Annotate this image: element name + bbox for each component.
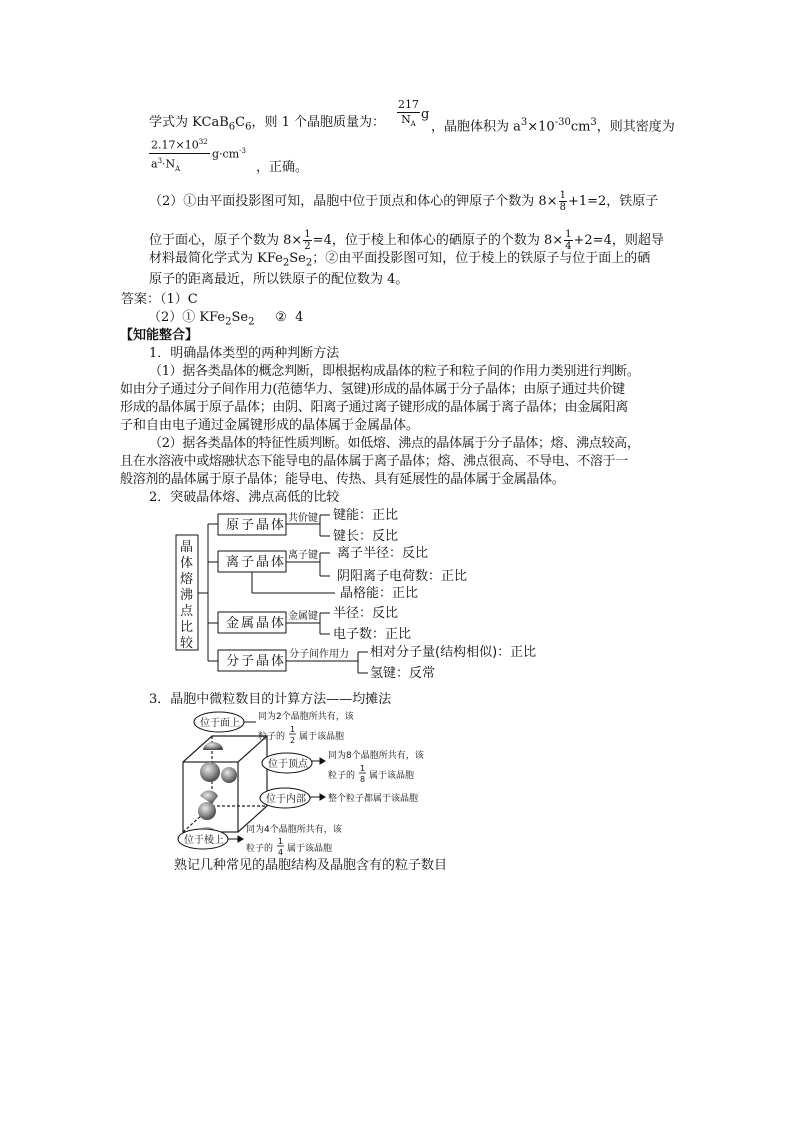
root-char: 点 [180,604,194,619]
vertex-label: 位于顶点 [268,759,308,770]
edge-particle [200,790,218,804]
root-char: 比 [180,620,194,635]
s1-p2-line1: （2）据各类晶体的特征性质判断。如低熔、沸点的晶体属于分子晶体；熔、沸点较高， [149,436,640,451]
s1-heading: 1．明确晶体类型的两种判断方法 [149,346,340,361]
face-desc-2a: 粒子的 [258,732,286,742]
face-label: 位于面上 [200,718,240,729]
s2-heading: 2．突破晶体熔、沸点高低的比较 [149,490,340,505]
vertex-desc-2a: 粒子的 [328,771,356,781]
density-unit: $g\cdot cm^{-3}$ [212,147,246,161]
answer-line-1: 答案：（1）C [121,292,198,307]
inner-particle-2 [198,802,216,820]
explanation-line-1: （2）①由平面投影图可知，晶胞中位于顶点和体心的钾原子个数为 8× $\frac{1}{8}$ +1=2，铁原子 [149,190,659,213]
vertex-frac-d: 8 [360,775,366,784]
edge-label: 位于棱上 [184,835,224,846]
root-char: 晶 [180,540,194,555]
inner-label: 位于内部 [266,794,306,805]
conn-metallic: 金属键 [288,611,318,622]
root-char: 沸 [180,588,194,603]
box-molecular-label: 分子晶体 [226,654,287,669]
s1-p1-line1: （1）据各类晶体的概念判断，即根据构成晶体的粒子和粒子间的作用力类别进行判断。 [149,364,640,379]
vertex-particle [221,767,237,783]
root-char: 较 [180,636,194,651]
answer-line-2: （2）① $KFe_2Se_2$ ② 4 [148,310,304,328]
unit-cell-diagram [0,708,794,858]
density-fraction: $2.17\times 10^{32}$ $a^3\cdot N_A$ [149,135,210,177]
cube [183,736,267,832]
leaf-ion-charge: 阴阳离子电荷数：正比 [337,569,468,584]
vertex-frac-n: 1 [360,764,366,773]
leaf-bond-energy: 键能：正比 [333,508,399,523]
face-particle [203,742,223,750]
conn-ionic: 离子键 [288,550,318,561]
vertex-desc-2b: 属于该晶胞 [369,771,415,781]
leaf-electron-count: 电子数：正比 [333,627,412,642]
face-desc-1: 同为2个晶胞所共有，该 [258,712,354,722]
density-line-1b: g [421,107,430,122]
explanation-line-4: 原子的距离最近，所以铁原子的配位数为 4。 [149,272,409,287]
edge-frac-n: 1 [278,837,284,846]
density-line-1c: ，晶胞体积为 $a^3\times 10^{-30}cm^3$，则其密度为 [431,117,675,135]
melting-point-tree-diagram [0,505,794,695]
edge-frac-d: 4 [278,848,284,857]
s1-p1-line2: 如由分子通过分子间作用力(范德华力、氢键)形成的晶体属于分子晶体；由原子通过共价键 [120,382,625,397]
s1-p1-line4: 子和自由电子通过金属键形成的晶体属于金属晶体。 [120,418,420,433]
conn-intermolecular: 分子间作用力 [289,649,349,660]
leaf-lattice-energy: 晶格能：正比 [340,586,419,601]
s1-p2-line3: 般溶剂的晶体属于原子晶体；能导电、传热、具有延展性的晶体属于金属晶体。 [120,472,565,487]
face-frac-n: 1 [290,725,296,734]
vertex-desc-1: 同为8个晶胞所共有，该 [328,751,424,761]
mass-fraction: $\frac{217}{N_A}$ [398,98,419,129]
section-title: 【知能整合】 [120,328,199,343]
conn-covalent: 共价键 [288,513,318,524]
explanation-line-3: 材料最简化学式为 $KFe_2Se_2$；②由平面投影图可知，位于棱上的铁原子与位于面上的硒 [149,251,651,269]
leaf-ion-radius: 离子半径：反比 [337,546,429,561]
inner-desc: 整个粒子都属于该晶胞 [328,794,419,804]
leaf-hydrogen-bond: 氢键：反常 [370,666,436,681]
root-char: 熔 [180,572,194,587]
edge-desc-2a: 粒子的 [246,844,274,854]
face-desc-2b: 属于该晶胞 [299,732,345,742]
face-frac-d: 2 [290,736,296,745]
explanation-line-2: 位于面心，原子个数为 8× $\frac{1}{2}$ =4，位于棱上和体心的硒原子的个数为 8× $\frac{1}{4}$ +2=4，则超导 [149,229,664,252]
box-metallic-label: 金属晶体 [226,616,287,631]
box-atomic-label: 原子晶体 [226,518,287,533]
leaf-metal-radius: 半径：反比 [333,606,399,621]
leaf-molecular-mass: 相对分子量(结构相似)：正比 [370,645,537,660]
density-line-2: ，正确。 [256,160,309,175]
density-line-1: 学式为 $KCaB_6C_6$，则 1 个晶胞质量为： [149,115,385,133]
leaf-bond-length: 键长：反比 [333,529,399,544]
s3-heading: 3．晶胞中微粒数目的计算方法——均摊法 [149,692,392,707]
box-ionic-label: 离子晶体 [226,555,287,570]
inner-particle [200,762,220,782]
caption: 熟记几种常见的晶胞结构及晶胞含有的粒子数目 [174,858,448,873]
edge-desc-1: 同为4个晶胞所共有，该 [246,825,342,835]
root-char: 体 [180,556,194,571]
edge-desc-2b: 属于该晶胞 [287,844,333,854]
s1-p2-line2: 且在水溶液中或熔融状态下能导电的晶体属于离子晶体；熔、沸点很高、不导电、不溶于一 [120,454,629,469]
s1-p1-line3: 形成的晶体属于原子晶体；由阴、阳离子通过离子键形成的晶体属于离子晶体；由金属阳离 [120,400,629,415]
